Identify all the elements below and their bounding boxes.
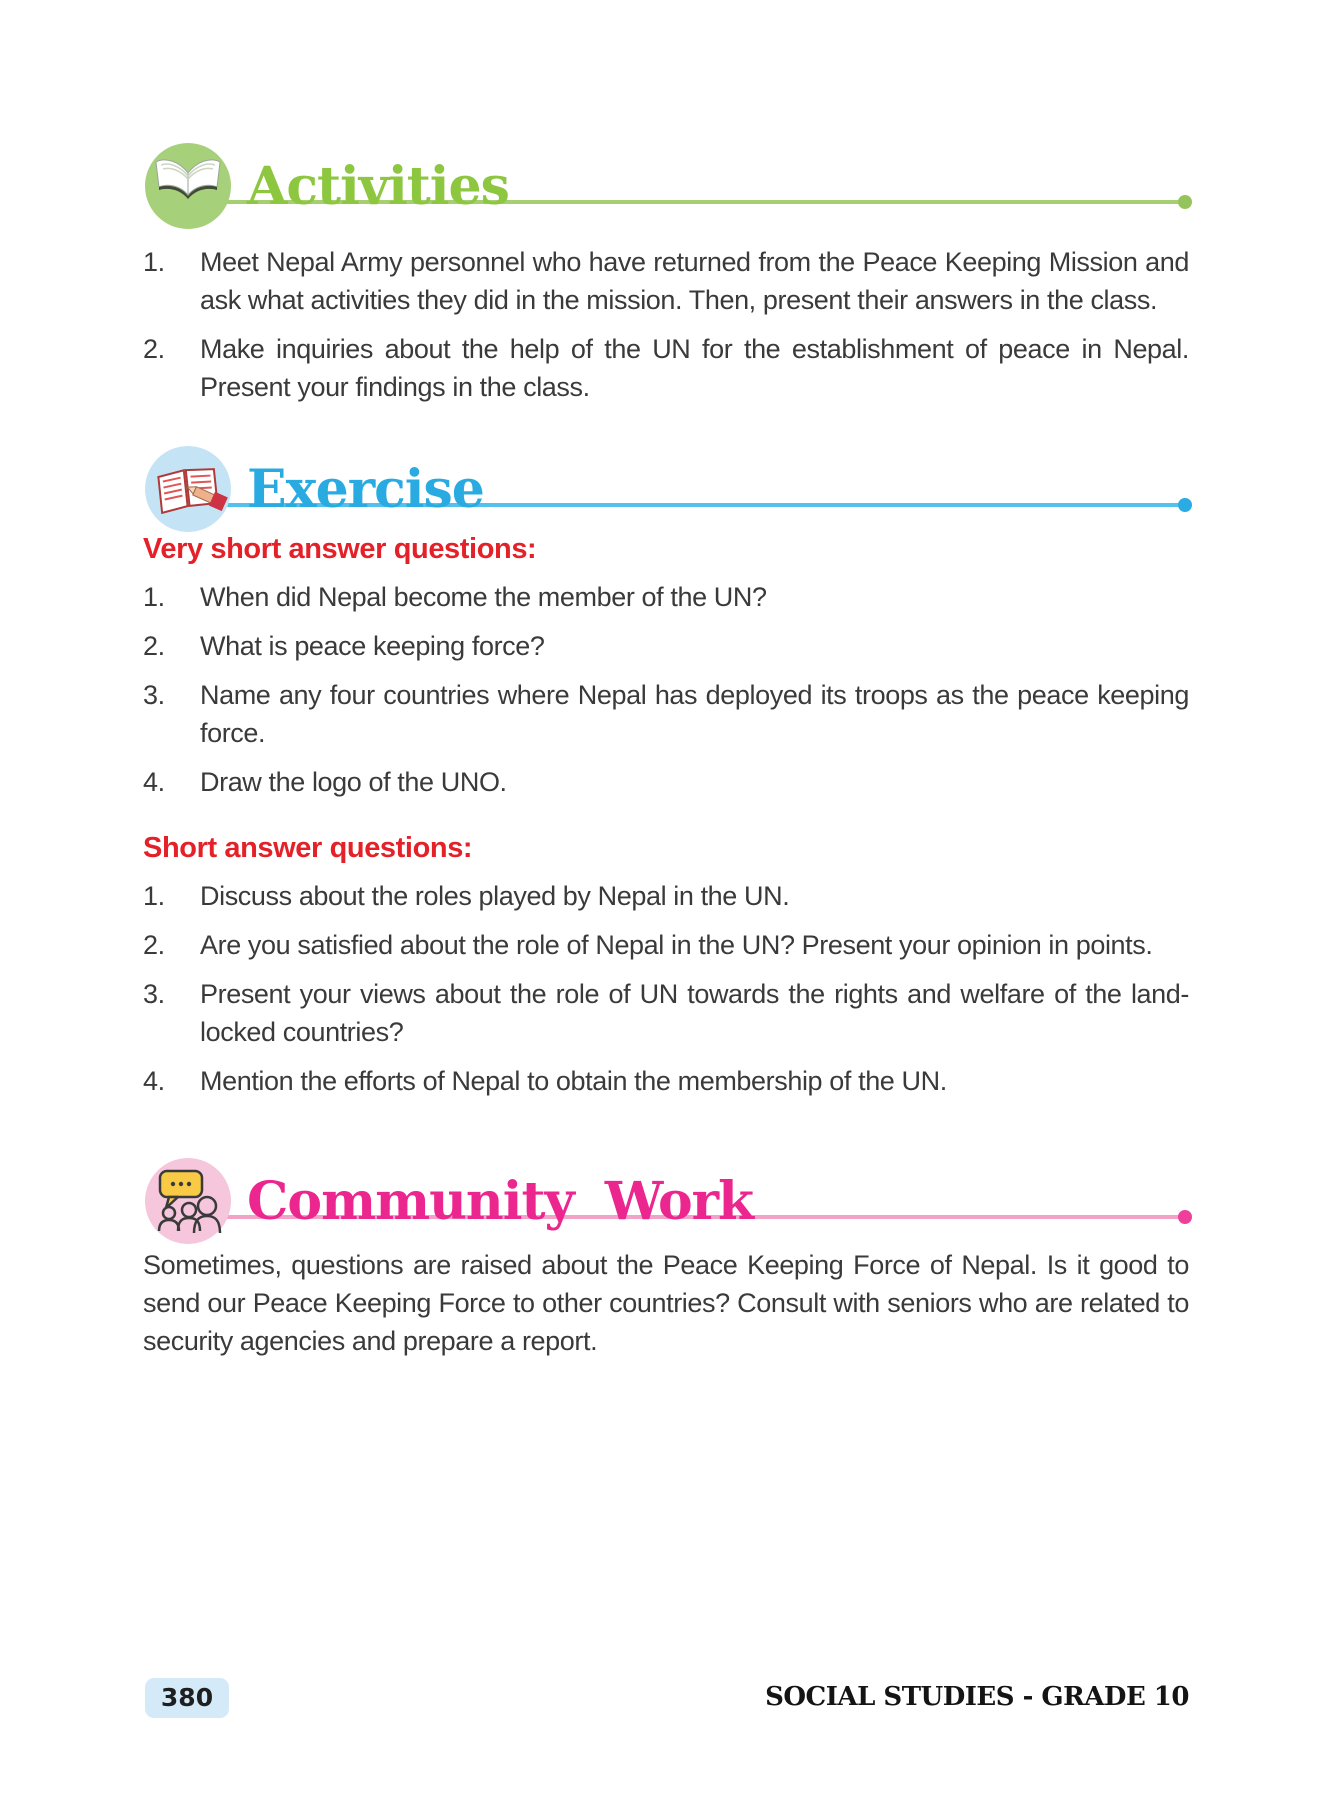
short-answer-list <box>143 877 1189 1100</box>
item-number: 3. <box>143 979 165 1009</box>
community-work-header <box>143 1158 1189 1244</box>
very-short-answer-heading: Very short answer questions: <box>143 533 537 565</box>
item-text: Are you satisfied about the role of Nepal in the UN? Present your opinion in points. <box>200 930 1153 960</box>
open-book-icon <box>145 143 231 229</box>
item-text: Present your views about the role of UN towards the rights and welfare of the land-locked countries? <box>200 979 1189 1047</box>
item-number: 2. <box>143 930 165 960</box>
item-number: 1. <box>143 247 165 277</box>
page-number-badge: 380 <box>145 1678 229 1718</box>
exercise-header <box>143 446 1189 532</box>
list-item <box>143 627 1189 665</box>
list-item <box>143 243 1189 319</box>
list-item <box>143 330 1189 406</box>
list-item <box>143 763 1189 801</box>
item-number: 1. <box>143 881 165 911</box>
list-item <box>143 926 1189 964</box>
list-item <box>143 975 1189 1051</box>
item-number: 3. <box>143 680 165 710</box>
activities-title: Activities <box>247 156 509 217</box>
item-text: Meet Nepal Army personnel who have returned from the Peace Keeping Mission and ask what activities they did in the mission. Then, present their answers in the class. <box>200 247 1189 315</box>
page-content <box>143 0 1189 1360</box>
activities-list <box>143 243 1189 406</box>
footer-book-title: SOCIAL STUDIES - GRADE 10 <box>765 1682 1189 1712</box>
exercise-section <box>143 446 1189 1100</box>
community-work-title: Community Work <box>247 1171 754 1232</box>
short-answer-heading: Short answer questions: <box>143 832 473 864</box>
exercise-title: Exercise <box>247 459 484 520</box>
community-work-section <box>143 1158 1189 1360</box>
community-work-paragraph: Sometimes, questions are raised about the Peace Keeping Force of Nepal. Is it good to send our Peace Keeping Force to other countries? Consult with seniors who are related to security agencies and prepare a report. <box>143 1250 1189 1356</box>
item-text: When did Nepal become the member of the UN? <box>200 582 767 612</box>
people-discussion-icon <box>145 1158 231 1244</box>
list-item <box>143 578 1189 616</box>
item-number: 1. <box>143 582 165 612</box>
item-text: Discuss about the roles played by Nepal in the UN. <box>200 881 790 911</box>
item-number: 2. <box>143 631 165 661</box>
very-short-answer-list <box>143 578 1189 801</box>
item-text: What is peace keeping force? <box>200 631 545 661</box>
exam-writing-icon <box>145 446 231 532</box>
list-item <box>143 877 1189 915</box>
list-item <box>143 676 1189 752</box>
activities-section <box>143 143 1189 406</box>
item-text: Make inquiries about the help of the UN for the establishment of peace in Nepal. Present your findings in the class. <box>200 334 1189 402</box>
item-number: 4. <box>143 1066 165 1096</box>
item-text: Draw the logo of the UNO. <box>200 767 507 797</box>
item-number: 4. <box>143 767 165 797</box>
item-text: Name any four countries where Nepal has deployed its troops as the peace keeping force. <box>200 680 1189 748</box>
list-item <box>143 1062 1189 1100</box>
item-number: 2. <box>143 334 165 364</box>
item-text: Mention the efforts of Nepal to obtain the membership of the UN. <box>200 1066 947 1096</box>
activities-header <box>143 143 1189 229</box>
